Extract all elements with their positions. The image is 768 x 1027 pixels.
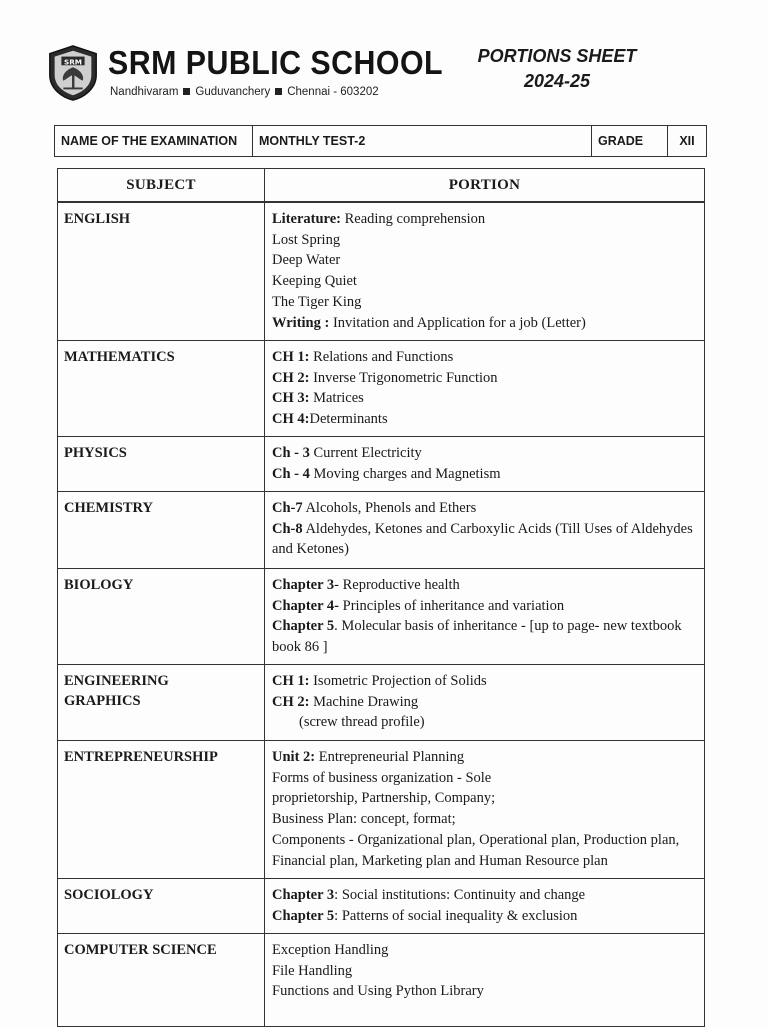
portion-line-text: proprietorship, Partnership, Company; — [272, 790, 496, 807]
portion-line-prefix: CH 2: — [272, 369, 310, 386]
table-row — [58, 437, 704, 492]
exam-name-value: MONTHLY TEST-2 — [253, 126, 592, 156]
portion-line-text: Lost Spring — [272, 231, 341, 248]
portion-line — [272, 616, 698, 657]
portion-line — [272, 368, 698, 389]
portion-line — [272, 747, 698, 768]
portion-line-prefix: CH 4: — [272, 411, 310, 428]
portion-line-text: Relations and Functions — [309, 349, 454, 365]
portion-line — [272, 443, 698, 464]
portion-line — [272, 313, 698, 334]
subject-cell — [58, 341, 265, 436]
portion-line-text: Exception Handling — [272, 942, 389, 958]
subject-name: SOCIOLOGY — [64, 887, 154, 903]
portion-line-text: : Social institutions: Continuity and change — [334, 887, 586, 903]
portion-line — [272, 409, 698, 430]
portion-line-text: Matrices — [309, 390, 364, 407]
table-row — [58, 879, 704, 934]
academic-year: 2024-25 — [523, 71, 591, 91]
portion-line-text: Machine Drawing — [309, 693, 419, 710]
portion-line-prefix: Literature: — [272, 211, 341, 227]
portion-line-prefix: CH 1: — [272, 673, 310, 689]
portion-line — [272, 692, 698, 713]
portion-line-prefix: Writing : — [272, 314, 330, 331]
portion-line-prefix: Ch-7 — [272, 500, 303, 516]
page-header — [40, 40, 730, 110]
school-crest-logo — [44, 44, 102, 102]
subject-name: ENGINEERING — [64, 673, 169, 689]
school-address — [110, 86, 379, 98]
separator-square-icon — [275, 88, 282, 95]
portion-cell — [265, 879, 704, 933]
portion-line — [272, 230, 698, 251]
portion-line-text: Alcohols, Phenols and Ethers — [302, 500, 477, 516]
portion-line-prefix: Ch - 3 — [272, 445, 310, 461]
school-name: SRM PUBLIC SCHOOL — [108, 44, 444, 81]
portion-line — [272, 768, 698, 789]
portion-line — [272, 671, 698, 692]
portion-line-text: . Molecular basis of inheritance - [up to page- new textbook book 86 ] — [272, 618, 682, 656]
document-title — [452, 44, 662, 94]
portion-line-prefix: Ch - 4 — [272, 465, 310, 482]
subject-cell — [58, 879, 265, 933]
portion-line-prefix: Chapter 5 — [272, 907, 335, 924]
portion-line-text: Components - Organizational plan, Operational plan, Production plan, Financial plan, Marketing plan and Human Resource plan — [272, 831, 680, 869]
subject-name: ENGLISH — [64, 211, 131, 227]
subject-name: ENTREPRENEURSHIP — [64, 749, 218, 765]
portion-line — [272, 347, 698, 368]
table-row — [58, 203, 704, 341]
portion-line-prefix: Chapter 5 — [272, 618, 335, 635]
address-part: Chennai - 603202 — [287, 86, 379, 98]
subject-name: CHEMISTRY — [64, 500, 153, 516]
portion-line-text: The Tiger King — [272, 293, 362, 310]
portion-line-text: Functions and Using Python Library — [272, 983, 484, 1000]
portion-column-header: PORTION — [448, 176, 521, 193]
subject-name: BIOLOGY — [64, 577, 134, 593]
grade-value: XII — [679, 134, 695, 148]
portion-line — [272, 209, 698, 230]
table-body — [58, 203, 704, 1026]
portions-table — [57, 168, 705, 1027]
portion-line-text: : Patterns of social inequality & exclusion — [334, 907, 578, 924]
portion-line-text: (screw thread profile) — [299, 714, 425, 731]
table-row — [58, 569, 704, 665]
table-row — [58, 665, 704, 741]
portion-line-text: File Handling — [272, 962, 353, 979]
exam-name-label: NAME OF THE EXAMINATION — [55, 126, 253, 156]
portion-cell — [265, 341, 704, 436]
svg-text:SRM: SRM — [63, 57, 83, 67]
portion-line-prefix: Ch-8 — [272, 520, 303, 537]
portion-line-text: Deep Water — [272, 252, 341, 269]
address-part: Guduvanchery — [195, 86, 271, 98]
portion-line-prefix: Chapter 3 — [272, 887, 335, 903]
address-part: Nandhivaram — [110, 86, 179, 98]
portion-line-text: Isometric Projection of Solids — [309, 673, 487, 689]
portion-cell — [265, 437, 704, 491]
portion-line-prefix: Chapter 3 — [272, 577, 335, 593]
portion-line — [272, 981, 698, 1002]
portion-line — [272, 906, 698, 927]
portion-line-text: Keeping Quiet — [272, 273, 357, 290]
portion-line — [272, 292, 698, 313]
subject-cell — [58, 569, 265, 664]
subject-cell — [58, 741, 265, 878]
portion-line-prefix: Chapter 4- — [272, 597, 339, 614]
portion-line-prefix: CH 1: — [272, 349, 310, 365]
separator-square-icon — [183, 88, 190, 95]
portion-line-prefix: Unit 2: — [272, 749, 316, 765]
portion-line-prefix: CH 3: — [272, 390, 310, 407]
exam-info-table — [54, 125, 707, 157]
portion-line — [272, 788, 698, 809]
portion-line-prefix: CH 2: — [272, 693, 310, 710]
subject-cell — [58, 437, 265, 491]
portion-line-text: Moving charges and Magnetism — [309, 465, 501, 482]
table-row — [58, 934, 704, 1026]
subject-cell — [58, 492, 265, 568]
portion-line-text: Business Plan: concept, format; — [272, 811, 456, 828]
portion-cell — [265, 569, 704, 664]
subject-name: COMPUTER SCIENCE — [64, 942, 217, 958]
portion-line — [272, 830, 698, 871]
portion-line-text: Principles of inheritance and variation — [339, 597, 565, 614]
portion-line-text: Invitation and Application for a job (Letter) — [329, 314, 586, 331]
subject-column-header: SUBJECT — [58, 169, 265, 201]
grade-label: GRADE — [592, 126, 668, 156]
portion-line — [272, 498, 698, 519]
portion-line — [272, 712, 698, 733]
portion-line-text: Aldehydes, Ketones and Carboxylic Acids (Till Uses of Aldehydes and Ketones) — [272, 520, 693, 558]
portion-line — [272, 885, 698, 906]
subject-name: GRAPHICS — [64, 693, 141, 709]
portion-cell — [265, 203, 704, 340]
table-row — [58, 341, 704, 437]
portion-cell — [265, 492, 704, 568]
portion-line-text: Inverse Trigonometric Function — [309, 369, 498, 386]
portion-line — [272, 250, 698, 271]
portion-line — [272, 809, 698, 830]
portion-line — [272, 940, 698, 961]
subject-cell — [58, 665, 265, 740]
subject-cell — [58, 934, 265, 1026]
portion-line — [272, 271, 698, 292]
subject-cell — [58, 203, 265, 340]
portion-line — [272, 961, 698, 982]
subject-name: PHYSICS — [64, 445, 127, 461]
portion-line-text: Determinants — [309, 411, 388, 428]
portion-line — [272, 519, 698, 560]
subject-name: MATHEMATICS — [64, 349, 175, 365]
portion-cell — [265, 934, 704, 1026]
portion-line-text: Reading comprehension — [340, 211, 486, 227]
table-row — [58, 741, 704, 879]
portion-line-text: - Reproductive health — [334, 577, 460, 593]
portion-line-text: Entrepreneurial Planning — [315, 749, 465, 765]
portion-line — [272, 596, 698, 617]
portion-line — [272, 388, 698, 409]
document-title-line: PORTIONS SHEET — [477, 46, 637, 66]
portion-line-text: Forms of business organization - Sole — [272, 769, 492, 786]
portion-line-text: Current Electricity — [309, 445, 422, 461]
portion-cell — [265, 665, 704, 740]
portion-cell — [265, 741, 704, 878]
table-header-row — [58, 169, 704, 203]
table-row — [58, 492, 704, 569]
portion-line — [272, 464, 698, 485]
portion-line — [272, 575, 698, 596]
